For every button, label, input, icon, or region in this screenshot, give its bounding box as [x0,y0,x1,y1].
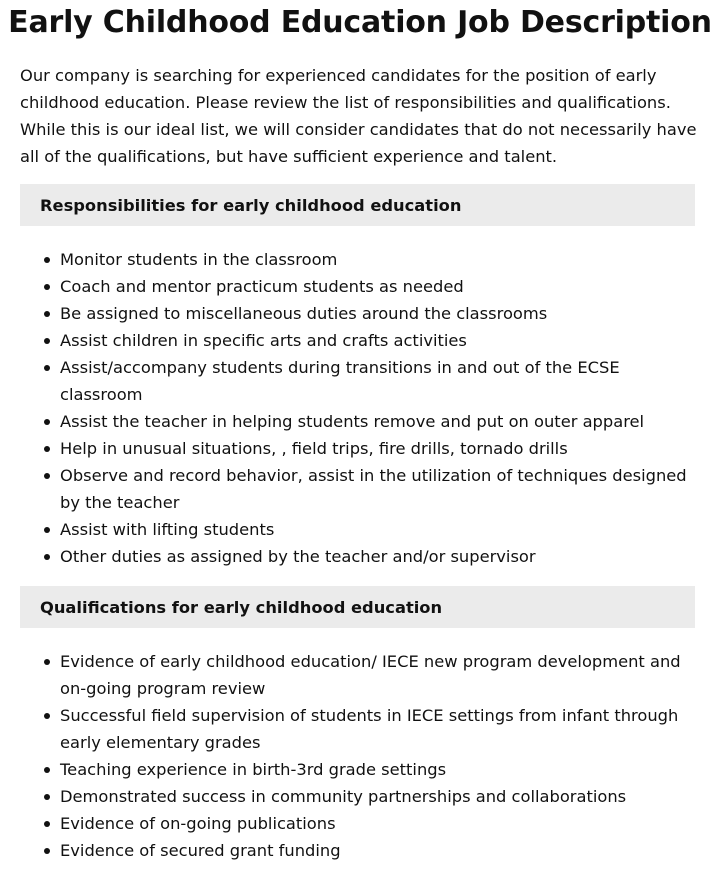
qualifications-header [20,586,695,628]
responsibilities-list [0,246,690,570]
page-title: Early Childhood Education Job Description [8,5,712,40]
list-item: Assist with lifting students [60,516,690,543]
list-item: Assist the teacher in helping students remove and put on outer apparel [60,408,690,435]
responsibilities-heading: Responsibilities for early childhood education [40,195,462,215]
list-item: Be assigned to miscellaneous duties around the classrooms [60,300,690,327]
intro-paragraph: Our company is searching for experienced candidates for the position of early childhood education. Please review the list of responsibilities and qualifications. While this is our ideal list, we will consider candidates that do not necessarily have all of the qualifications, but have sufficient experience and talent. [20,66,697,166]
list-item: Evidence of early childhood education/ IECE new program development and on-going program review [60,648,690,702]
list-item: Evidence of on-going publications [60,810,690,837]
list-item: Evidence of secured grant funding [60,837,690,864]
list-item: Coach and mentor practicum students as needed [60,273,690,300]
list-item: Observe and record behavior, assist in the utilization of techniques designed by the teacher [60,462,690,516]
list-item: Teaching experience in birth-3rd grade settings [60,756,690,783]
list-item: Assist/accompany students during transitions in and out of the ECSE classroom [60,354,690,408]
list-item: Help in unusual situations, , field trips, fire drills, tornado drills [60,435,690,462]
list-item: Successful field supervision of students in IECE settings from infant through early elementary grades [60,702,690,756]
responsibilities-header [20,184,695,226]
list-item: Demonstrated success in community partnerships and collaborations [60,783,690,810]
list-item: Monitor students in the classroom [60,246,690,273]
list-item: Other duties as assigned by the teacher and/or supervisor [60,543,690,570]
list-item: Assist children in specific arts and crafts activities [60,327,690,354]
qualifications-list [0,648,690,864]
qualifications-heading: Qualifications for early childhood education [40,597,443,617]
